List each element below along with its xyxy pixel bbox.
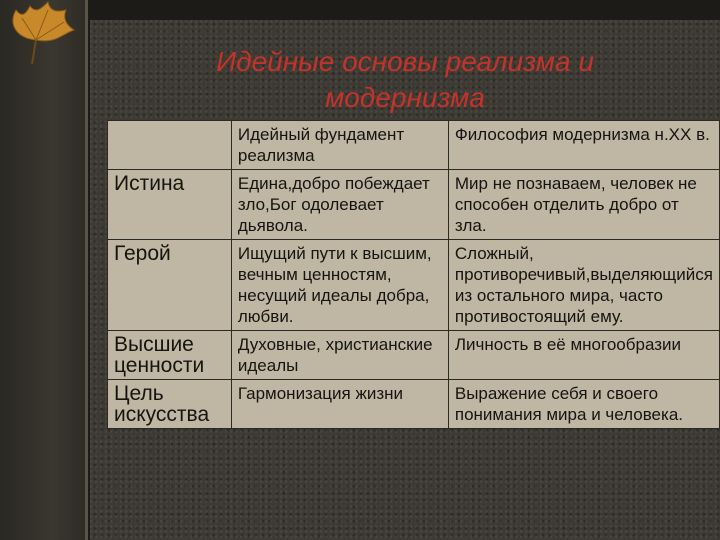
title-line-1: Идейные основы реализма и [216,46,594,77]
slide-title [90,44,720,116]
row-label: Высшие ценности [108,331,232,380]
header-modernism: Философия модернизма н.XX в. [448,121,719,170]
row-label: Цель искусства [108,380,232,429]
modernism-cell: Сложный, противоречивый,выделяющийся из остального мира, часто противостоящий ему. [448,240,719,331]
title-line-2: модернизма [325,82,485,113]
modernism-cell: Личность в её многообразии [448,331,719,380]
realism-cell: Едина,добро побеждает зло,Бог одолевает дьявола. [231,170,448,240]
left-decor-strip [0,0,88,540]
modernism-cell: Мир не познаваем, человек не способен отделить добро от зла. [448,170,719,240]
corner-cell [108,121,232,170]
table-row [108,380,720,429]
modernism-cell: Выражение себя и своего понимания мира и человека. [448,380,719,429]
table-row [108,170,720,240]
autumn-leaf-icon [2,0,88,68]
table-row [108,240,720,331]
table-row [108,331,720,380]
realism-cell: Духовные, христианские идеалы [231,331,448,380]
row-label: Истина [108,170,232,240]
comparison-table [107,120,720,429]
header-realism: Идейный фундамент реализма [231,121,448,170]
row-label: Герой [108,240,232,331]
realism-cell: Ищущий пути к высшим, вечным ценностям, несущий идеалы добра, любви. [231,240,448,331]
realism-cell: Гармонизация жизни [231,380,448,429]
table-header-row [108,121,720,170]
